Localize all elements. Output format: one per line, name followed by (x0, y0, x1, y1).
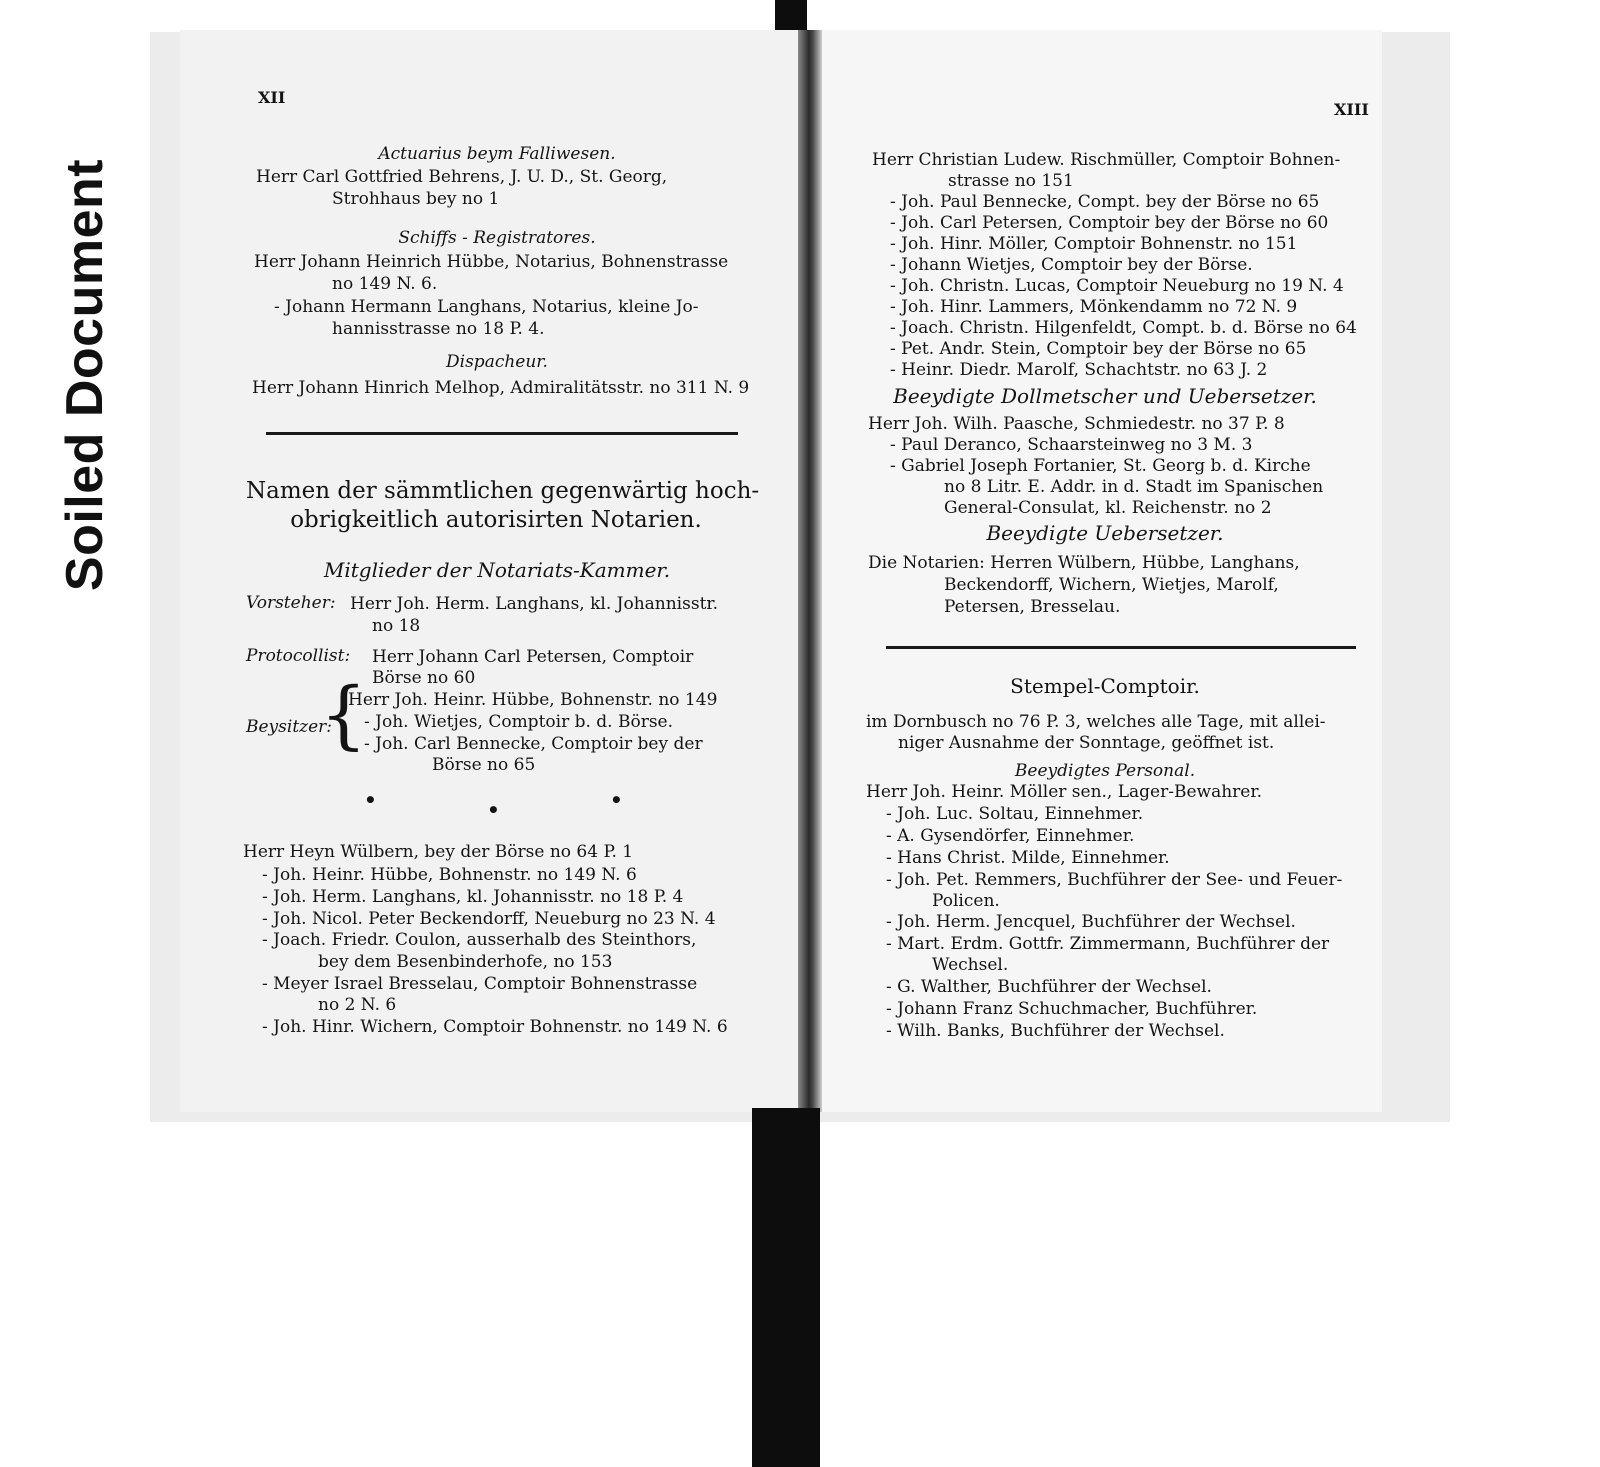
beysitzer-line-2: - Joh. Wietjes, Comptoir b. d. Börse. (364, 712, 674, 732)
staff-line-12: - Wilh. Banks, Buchführer der Wechsel. (886, 1021, 1225, 1041)
right-page-number: XIII (1334, 100, 1369, 119)
dispacheur-line-1: Herr Johann Hinrich Melhop, Admiralitätsstr. no 311 N. 9 (252, 378, 750, 398)
book-gutter (798, 30, 822, 1112)
beysitzer-line-3: - Joh. Carl Bennecke, Comptoir bey der (364, 734, 703, 754)
right-list-line-6: - Johann Wietjes, Comptoir bey der Börse. (890, 255, 1253, 275)
protocollist-line-1: Herr Johann Carl Petersen, Comptoir (372, 647, 694, 667)
dollmetscher-line-4: no 8 Litr. E. Addr. in d. Stadt im Spanischen (944, 477, 1324, 497)
schiffs-line-3: - Johann Hermann Langhans, Notarius, kleine Jo- (274, 297, 699, 317)
stempel-title: Stempel-Comptoir. (1010, 674, 1200, 698)
schiffs-heading: Schiffs - Registratores. (398, 228, 596, 248)
staff-line-6: Policen. (932, 891, 1000, 911)
ornament-dot-2: • (487, 798, 500, 822)
notary-line-8: no 2 N. 6 (318, 995, 397, 1015)
left-rule (266, 432, 738, 435)
uebersetzer-line-3: Petersen, Bresselau. (944, 597, 1121, 617)
notary-line-3: - Joh. Herm. Langhans, kl. Johannisstr. no 18 P. 4 (262, 887, 684, 907)
vorsteher-line-1: Herr Joh. Herm. Langhans, kl. Johannisstr. (350, 594, 719, 614)
beysitzer-line-1: Herr Joh. Heinr. Hübbe, Bohnenstr. no 149 (348, 690, 718, 710)
left-page-number: XII (258, 88, 286, 107)
staff-line-1: Herr Joh. Heinr. Möller sen., Lager-Bewahrer. (866, 782, 1263, 802)
staff-line-3: - A. Gysendörfer, Einnehmer. (886, 826, 1135, 846)
dollmetscher-heading: Beeydigte Dollmetscher und Uebersetzer. (893, 384, 1317, 408)
right-list-line-9: - Joach. Christn. Hilgenfeldt, Compt. b. d. Börse no 64 (890, 318, 1357, 338)
vorsteher-label: Vorsteher: (246, 593, 336, 613)
protocollist-line-2: Börse no 60 (372, 668, 476, 688)
notary-line-2: - Joh. Heinr. Hübbe, Bohnenstr. no 149 N. 6 (262, 865, 637, 885)
personal-heading: Beeydigtes Personal. (1014, 761, 1196, 781)
staff-line-11: - Johann Franz Schuchmacher, Buchführer. (886, 999, 1258, 1019)
beysitzer-line-4: Börse no 65 (432, 755, 536, 775)
staff-line-5: - Joh. Pet. Remmers, Buchführer der See- und Feuer- (886, 870, 1343, 890)
right-rule (886, 646, 1356, 649)
beysitzer-label: Beysitzer: (246, 717, 333, 737)
notary-line-7: - Meyer Israel Bresselau, Comptoir Bohnenstrasse (262, 974, 698, 994)
right-list-line-4: - Joh. Carl Petersen, Comptoir bey der Börse no 60 (890, 213, 1329, 233)
dollmetscher-line-5: General-Consulat, kl. Reichenstr. no 2 (944, 498, 1272, 518)
notary-line-4: - Joh. Nicol. Peter Beckendorff, Neueburg no 23 N. 4 (262, 909, 716, 929)
stamp-text: Soiled Document (56, 158, 114, 592)
notarien-title-line-2: obrigkeitlich autorisirten Notarien. (290, 507, 702, 533)
uebersetzer-heading: Beeydigte Uebersetzer. (986, 521, 1224, 545)
notary-line-1: Herr Heyn Wülbern, bey der Börse no 64 P. 1 (243, 842, 634, 862)
right-list-line-10: - Pet. Andr. Stein, Comptoir bey der Börse no 65 (890, 339, 1307, 359)
actuarius-line-2: Strohhaus bey no 1 (332, 189, 500, 209)
right-list-line-8: - Joh. Hinr. Lammers, Mönkendamm no 72 N. 9 (890, 297, 1298, 317)
notarien-title-line-1: Namen der sämmtlichen gegenwärtig hoch- (246, 478, 760, 504)
uebersetzer-line-1: Die Notarien: Herren Wülbern, Hübbe, Langhans, (868, 553, 1300, 573)
protocollist-label: Protocollist: (246, 646, 351, 666)
actuarius-line-1: Herr Carl Gottfried Behrens, J. U. D., St. Georg, (256, 167, 668, 187)
actuarius-heading: Actuarius beym Falliwesen. (378, 144, 616, 164)
right-list-line-1: Herr Christian Ludew. Rischmüller, Comptoir Bohnen- (872, 150, 1341, 170)
soiled-document-stamp (55, 120, 115, 630)
vorsteher-line-2: no 18 (372, 616, 421, 636)
staff-line-2: - Joh. Luc. Soltau, Einnehmer. (886, 804, 1144, 824)
schiffs-line-4: hannisstrasse no 18 P. 4. (332, 319, 545, 339)
staff-line-7: - Joh. Herm. Jencquel, Buchführer der Wechsel. (886, 912, 1296, 932)
dispacheur-heading: Dispacheur. (446, 352, 548, 372)
staff-line-4: - Hans Christ. Milde, Einnehmer. (886, 848, 1170, 868)
right-list-line-3: - Joh. Paul Bennecke, Compt. bey der Börse no 65 (890, 192, 1320, 212)
ornament-dot-1: • (364, 788, 377, 812)
schiffs-line-1: Herr Johann Heinrich Hübbe, Notarius, Bohnenstrasse (254, 252, 729, 272)
stempel-line-2: niger Ausnahme der Sonntage, geöffnet ist. (898, 733, 1275, 753)
notary-line-6: bey dem Besenbinderhofe, no 153 (318, 952, 613, 972)
right-list-line-11: - Heinr. Diedr. Marolf, Schachtstr. no 63 J. 2 (890, 360, 1268, 380)
kammer-heading: Mitglieder der Notariats-Kammer. (323, 558, 671, 582)
top-black-bar (775, 0, 807, 30)
stempel-line-1: im Dornbusch no 76 P. 3, welches alle Tage, mit allei- (866, 712, 1326, 732)
dollmetscher-line-3: - Gabriel Joseph Fortanier, St. Georg b. d. Kirche (890, 456, 1311, 476)
bottom-black-bar (752, 1108, 820, 1467)
dollmetscher-line-1: Herr Joh. Wilh. Paasche, Schmiedestr. no 37 P. 8 (868, 414, 1285, 434)
staff-line-8: - Mart. Erdm. Gottfr. Zimmermann, Buchführer der (886, 934, 1330, 954)
notary-line-5: - Joach. Friedr. Coulon, ausserhalb des Steinthors, (262, 930, 697, 950)
staff-line-10: - G. Walther, Buchführer der Wechsel. (886, 977, 1212, 997)
right-list-line-7: - Joh. Christn. Lucas, Comptoir Neueburg no 19 N. 4 (890, 276, 1344, 296)
right-list-line-5: - Joh. Hinr. Möller, Comptoir Bohnenstr. no 151 (890, 234, 1298, 254)
schiffs-line-2: no 149 N. 6. (332, 274, 438, 294)
right-list-line-2: strasse no 151 (948, 171, 1074, 191)
notary-line-9: - Joh. Hinr. Wichern, Comptoir Bohnenstr. no 149 N. 6 (262, 1017, 728, 1037)
staff-line-9: Wechsel. (932, 955, 1009, 975)
beysitzer-brace: { (320, 672, 368, 758)
ornament-dot-3: • (610, 788, 623, 812)
uebersetzer-line-2: Beckendorff, Wichern, Wietjes, Marolf, (944, 575, 1279, 595)
dollmetscher-line-2: - Paul Deranco, Schaarsteinweg no 3 M. 3 (890, 435, 1253, 455)
